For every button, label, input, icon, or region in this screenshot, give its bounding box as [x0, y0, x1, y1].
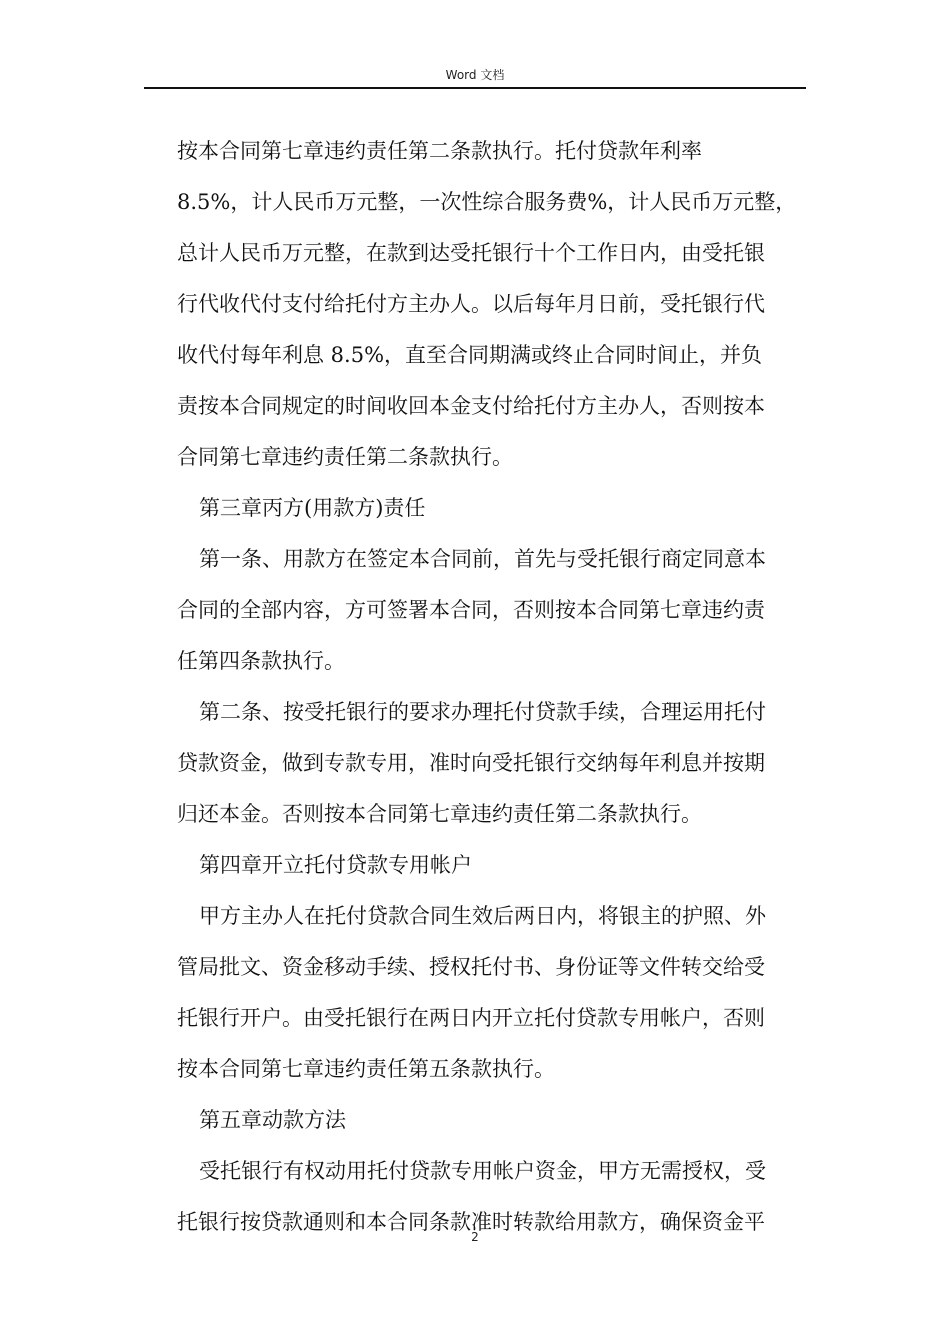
- body-line: 按本合同第七章违约责任第五条款执行。: [177, 1057, 555, 1081]
- body-line: 合同第七章违约责任第二条款执行。: [177, 445, 513, 469]
- page-header: Word 文档: [445, 68, 505, 82]
- chapter-heading: 第五章动款方法: [199, 1108, 346, 1132]
- body-line: 行代收代付支付给托付方主办人。以后每年月日前，受托银行代: [177, 292, 765, 316]
- page-number: 2: [471, 1230, 479, 1244]
- body-line: 第二条、按受托银行的要求办理托付贷款手续，合理运用托付: [199, 700, 766, 724]
- chapter-heading: 第四章开立托付贷款专用帐户: [199, 853, 472, 877]
- body-line: 第一条、用款方在签定本合同前，首先与受托银行商定同意本: [199, 547, 766, 571]
- body-line: 合同的全部内容，方可签署本合同，否则按本合同第七章违约责: [177, 598, 765, 622]
- body-line: 任第四条款执行。: [177, 649, 345, 673]
- body-line: 8.5%，计人民币万元整，一次性综合服务费%，计人民币万元整，: [177, 190, 797, 214]
- body-line: 托银行按贷款通则和本合同条款准时转款给用款方，确保资金平: [177, 1210, 765, 1234]
- document-body: [177, 126, 807, 1248]
- body-line: 管局批文、资金移动手续、授权托付书、身份证等文件转交给受: [177, 955, 765, 979]
- header-divider: [144, 87, 806, 89]
- body-line: 按本合同第七章违约责任第二条款执行。托付贷款年利率: [177, 139, 702, 163]
- body-line: 贷款资金，做到专款专用，准时向受托银行交纳每年利息并按期: [177, 751, 765, 775]
- body-line: 甲方主办人在托付贷款合同生效后两日内，将银主的护照、外: [199, 904, 766, 928]
- body-line: 收代付每年利息 8.5%，直至合同期满或终止合同时间止，并负: [177, 343, 763, 367]
- body-line: 责按本合同规定的时间收回本金支付给托付方主办人，否则按本: [177, 394, 765, 418]
- chapter-heading: 第三章丙方(用款方)责任: [199, 496, 426, 520]
- body-line: 总计人民币万元整，在款到达受托银行十个工作日内，由受托银: [177, 241, 765, 265]
- body-line: 归还本金。否则按本合同第七章违约责任第二条款执行。: [177, 802, 702, 826]
- body-line: 受托银行有权动用托付贷款专用帐户资金，甲方无需授权，受: [199, 1159, 766, 1183]
- body-line: 托银行开户。由受托银行在两日内开立托付贷款专用帐户，否则: [177, 1006, 765, 1030]
